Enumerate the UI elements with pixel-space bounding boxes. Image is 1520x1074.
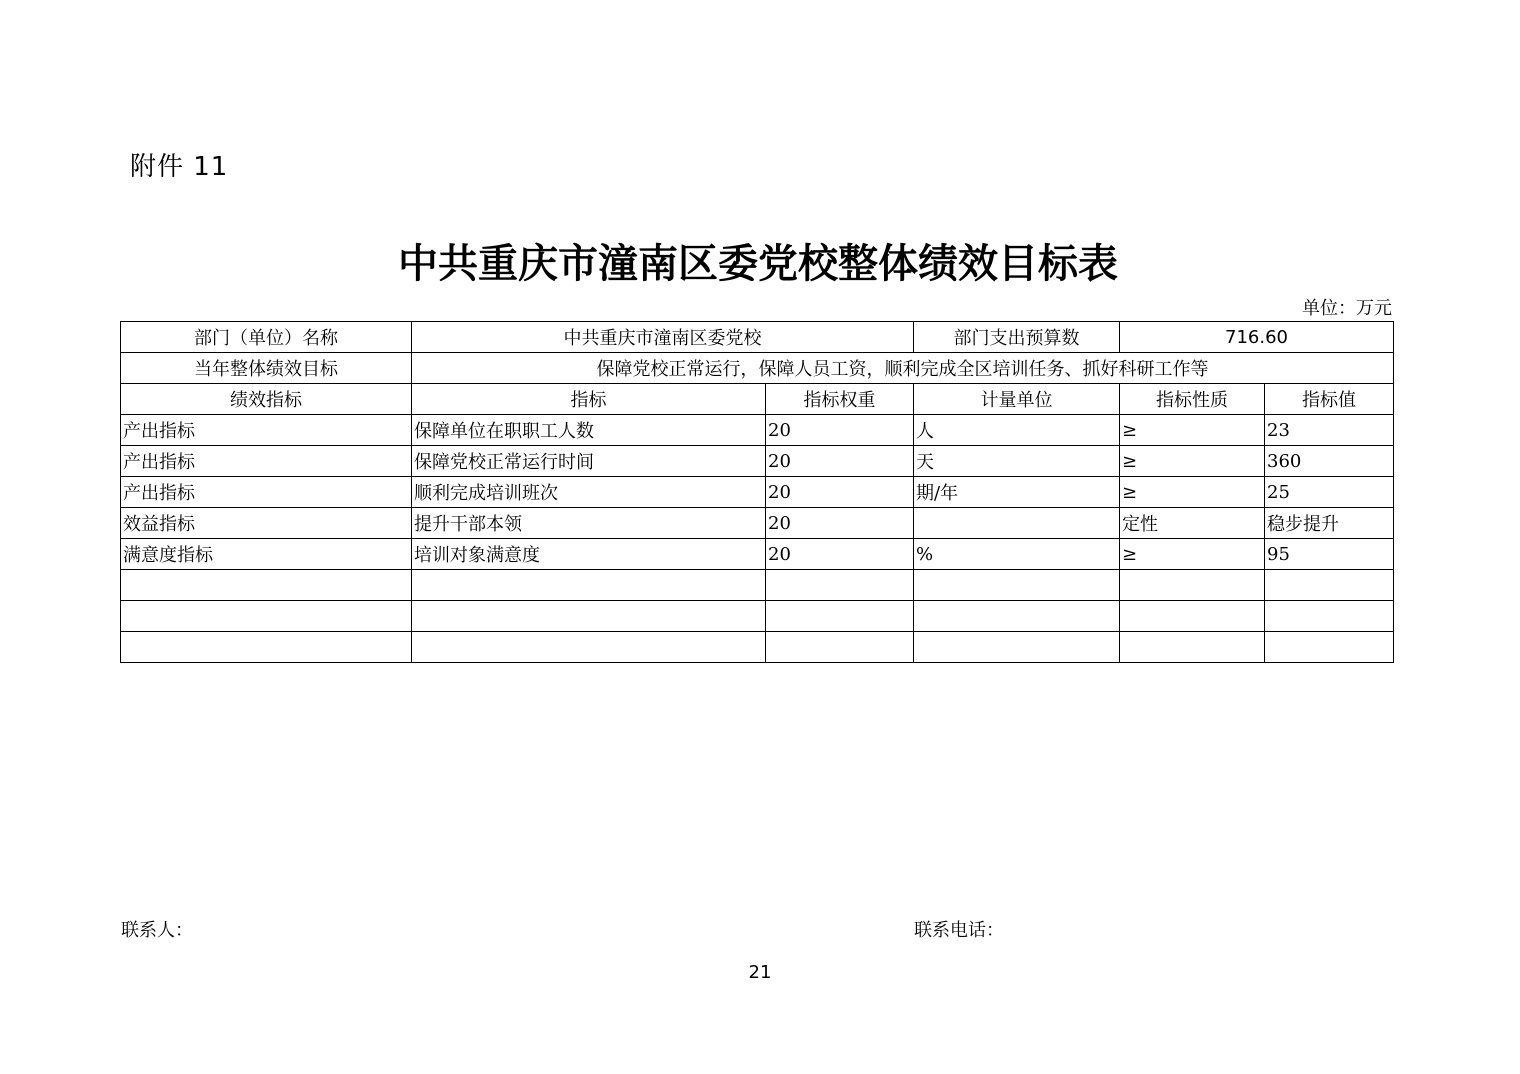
table-row xyxy=(121,446,1394,477)
table-cell xyxy=(412,632,766,663)
contact-label: 联系人： xyxy=(121,920,193,941)
table-cell: 保障党校正常运行时间 xyxy=(412,446,766,477)
table-cell: 产出指标 xyxy=(121,415,412,446)
table-cell: 25 xyxy=(1265,477,1394,508)
table-row xyxy=(121,415,1394,446)
table-cell: 人 xyxy=(914,415,1120,446)
table-cell: ≥ xyxy=(1120,415,1265,446)
page-title: 中共重庆市潼南区委党校整体绩效目标表 xyxy=(398,240,1118,287)
column-header: 指标权重 xyxy=(766,384,914,415)
table-row xyxy=(121,477,1394,508)
column-header: 指标性质 xyxy=(1120,384,1265,415)
table-cell xyxy=(914,570,1120,601)
header-row xyxy=(121,322,1394,353)
table-row xyxy=(121,601,1394,632)
table-cell xyxy=(766,570,914,601)
table-cell: 产出指标 xyxy=(121,477,412,508)
dept-name-label: 部门（单位）名称 xyxy=(121,322,412,353)
phone-label: 联系电话： xyxy=(914,920,1004,941)
column-header: 指标值 xyxy=(1265,384,1394,415)
table-cell xyxy=(1265,601,1394,632)
table-cell: 定性 xyxy=(1120,508,1265,539)
column-header: 绩效指标 xyxy=(121,384,412,415)
table-cell: 满意度指标 xyxy=(121,539,412,570)
table-cell: % xyxy=(914,539,1120,570)
budget-label: 部门支出预算数 xyxy=(914,322,1120,353)
table-row xyxy=(121,570,1394,601)
unit-label: 单位：万元 xyxy=(1302,298,1392,319)
table-cell xyxy=(1120,601,1265,632)
column-header: 指标 xyxy=(412,384,766,415)
table-cell: ≥ xyxy=(1120,477,1265,508)
table-cell xyxy=(121,601,412,632)
dept-name-value: 中共重庆市潼南区委党校 xyxy=(412,322,914,353)
page-number: 21 xyxy=(748,962,772,983)
table-cell: 20 xyxy=(766,508,914,539)
table-cell xyxy=(766,632,914,663)
budget-value: 716.60 xyxy=(1120,322,1394,353)
table-row xyxy=(121,508,1394,539)
table-cell: 20 xyxy=(766,539,914,570)
column-header-row xyxy=(121,384,1394,415)
table-cell xyxy=(1265,570,1394,601)
table-cell: 期/年 xyxy=(914,477,1120,508)
goal-value: 保障党校正常运行，保障人员工资，顺利完成全区培训任务、抓好科研工作等 xyxy=(412,353,1394,384)
table-cell xyxy=(766,601,914,632)
table-cell xyxy=(121,632,412,663)
attachment-label: 附件 11 xyxy=(130,152,229,182)
table-cell xyxy=(914,601,1120,632)
table-cell: 提升干部本领 xyxy=(412,508,766,539)
table-row xyxy=(121,632,1394,663)
goal-label: 当年整体绩效目标 xyxy=(121,353,412,384)
table-cell xyxy=(1265,632,1394,663)
table-cell xyxy=(1120,570,1265,601)
goal-row xyxy=(121,353,1394,384)
table-cell: ≥ xyxy=(1120,539,1265,570)
table-cell xyxy=(121,570,412,601)
table-cell: 天 xyxy=(914,446,1120,477)
table-cell xyxy=(914,508,1120,539)
table-cell: 20 xyxy=(766,446,914,477)
table-cell: 20 xyxy=(766,415,914,446)
table-cell xyxy=(412,601,766,632)
table-cell: 产出指标 xyxy=(121,446,412,477)
table-cell xyxy=(914,632,1120,663)
table-cell: ≥ xyxy=(1120,446,1265,477)
performance-table xyxy=(120,321,1394,663)
table-cell: 保障单位在职职工人数 xyxy=(412,415,766,446)
table-cell: 培训对象满意度 xyxy=(412,539,766,570)
table-cell: 95 xyxy=(1265,539,1394,570)
table-cell: 效益指标 xyxy=(121,508,412,539)
table-cell: 23 xyxy=(1265,415,1394,446)
table-cell: 顺利完成培训班次 xyxy=(412,477,766,508)
column-header: 计量单位 xyxy=(914,384,1120,415)
table-cell: 20 xyxy=(766,477,914,508)
table-cell xyxy=(412,570,766,601)
table-cell: 稳步提升 xyxy=(1265,508,1394,539)
table-row xyxy=(121,539,1394,570)
table-cell xyxy=(1120,632,1265,663)
table-cell: 360 xyxy=(1265,446,1394,477)
